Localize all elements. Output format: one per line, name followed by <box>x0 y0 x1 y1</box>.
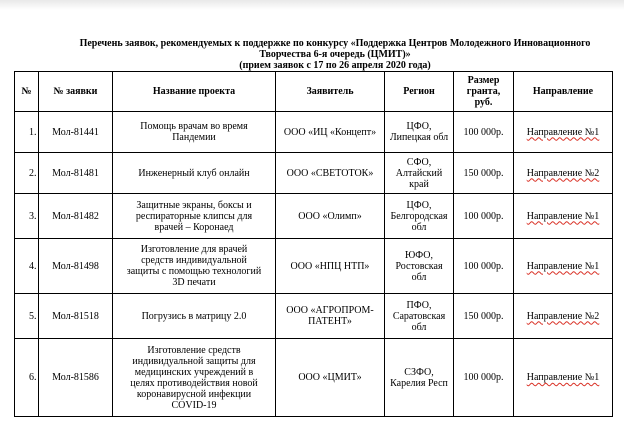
table-header-row <box>15 72 613 112</box>
application-number: Мол-81482 <box>39 194 113 239</box>
direction: Направление №1 <box>514 112 613 153</box>
application-number: Мол-81586 <box>39 339 113 417</box>
region: ЦФО, Белгородская обл <box>385 194 454 239</box>
region: ЮФО, Ростовская обл <box>385 239 454 294</box>
row-number: 6. <box>15 339 39 417</box>
application-number: Мол-81498 <box>39 239 113 294</box>
applicant: ООО «АГРОПРОМ- ПАТЕНТ» <box>276 294 385 339</box>
applicant: ООО «ЦМИТ» <box>276 339 385 417</box>
grant-amount: 150 000р. <box>454 153 514 194</box>
header-region: Регион <box>385 72 454 112</box>
direction: Направление №1 <box>514 239 613 294</box>
project-name: Погрузись в матрицу 2.0 <box>113 294 276 339</box>
document-title <box>40 38 624 71</box>
title-line-3: (прием заявок с 17 по 26 апреля 2020 года) <box>239 60 431 71</box>
applicant: ООО «СВЕТОТОК» <box>276 153 385 194</box>
region: ЦФО, Липецкая обл <box>385 112 454 153</box>
application-number: Мол-81518 <box>39 294 113 339</box>
header-direction: Направление <box>514 72 613 112</box>
grant-amount: 100 000р. <box>454 194 514 239</box>
header-application-number: № заявки <box>39 72 113 112</box>
header-number: № <box>15 72 39 112</box>
title-line-2: Творчества 6-я очередь (ЦМИТ)» <box>259 49 411 60</box>
row-number: 4. <box>15 239 39 294</box>
table-row <box>15 239 613 294</box>
application-number: Мол-81481 <box>39 153 113 194</box>
region: СФО, Алтайский край <box>385 153 454 194</box>
project-name: Изготовление для врачей средств индивидуальной защиты с помощью технологий 3D печати <box>113 239 276 294</box>
row-number: 1. <box>15 112 39 153</box>
header-grant-size: Размер гранта, руб. <box>454 72 514 112</box>
project-name: Изготовление средств индивидуальной защиты для медицинских учреждений в целях противодействия новой коронавирусной инфекции COVID-19 <box>113 339 276 417</box>
grant-amount: 100 000р. <box>454 239 514 294</box>
project-name: Инженерный клуб онлайн <box>113 153 276 194</box>
region: СЗФО, Карелия Респ <box>385 339 454 417</box>
table-row <box>15 339 613 417</box>
header-project-name: Название проекта <box>113 72 276 112</box>
grant-amount: 150 000р. <box>454 294 514 339</box>
header-applicant: Заявитель <box>276 72 385 112</box>
row-number: 3. <box>15 194 39 239</box>
applicant: ООО «ИЦ «Концепт» <box>276 112 385 153</box>
title-line-1: Перечень заявок, рекомендуемых к поддержке по конкурсу «Поддержка Центров Молодежного Инновационного <box>79 38 591 49</box>
table-row <box>15 153 613 194</box>
grant-amount: 100 000р. <box>454 112 514 153</box>
row-number: 5. <box>15 294 39 339</box>
grant-amount: 100 000р. <box>454 339 514 417</box>
applicant: ООО «Олимп» <box>276 194 385 239</box>
application-number: Мол-81441 <box>39 112 113 153</box>
direction: Направление №2 <box>514 294 613 339</box>
project-name: Помощь врачам во время Пандемии <box>113 112 276 153</box>
table-row <box>15 194 613 239</box>
project-name: Защитные экраны, боксы и респираторные клипсы для врачей – Коронаед <box>113 194 276 239</box>
table-row <box>15 112 613 153</box>
direction: Направление №2 <box>514 153 613 194</box>
direction: Направление №1 <box>514 194 613 239</box>
page-top-edge <box>0 0 624 10</box>
applications-table <box>14 71 613 417</box>
row-number: 2. <box>15 153 39 194</box>
region: ПФО, Саратовская обл <box>385 294 454 339</box>
table-row <box>15 294 613 339</box>
direction: Направление №1 <box>514 339 613 417</box>
applicant: ООО «НПЦ НТП» <box>276 239 385 294</box>
